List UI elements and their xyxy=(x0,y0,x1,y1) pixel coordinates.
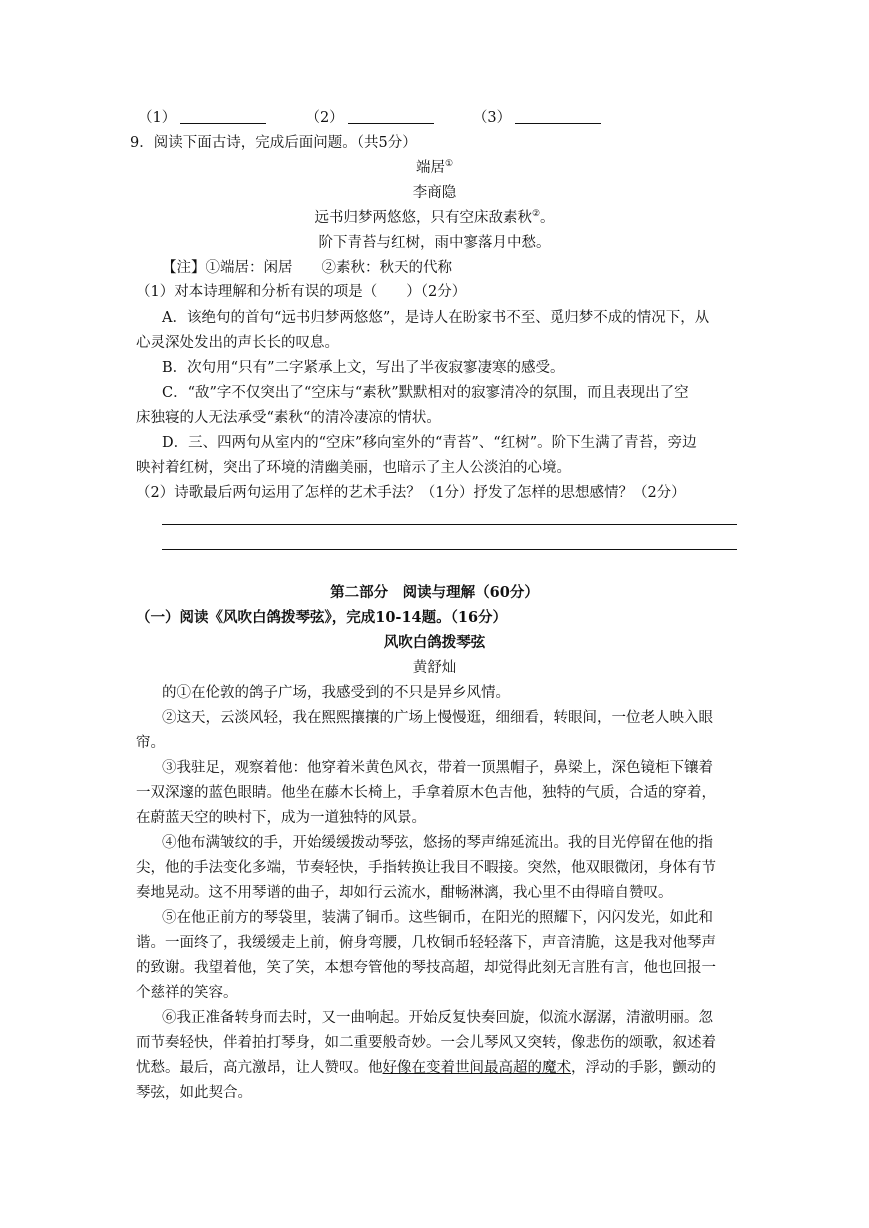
answer-blank-3[interactable] xyxy=(515,109,601,124)
paragraph-6-line-3-start: 忧愁。最后，高亢激昂，让人赞叹。他 xyxy=(136,1060,383,1076)
option-d-line-2: 映衬着红树，突出了环境的清幽美丽，也暗示了主人公淡泊的心境。 xyxy=(136,460,571,476)
poem-line-2: 阶下青苔与红树，雨中寥落月中愁。 xyxy=(318,235,551,251)
paragraph-4-line-1: ④他布满皱纹的手，开始缓缓拨动琴弦，悠扬的琴声绵延流出。我的目光停留在他的指 xyxy=(162,835,713,851)
footnote-mark-1: ① xyxy=(444,159,454,170)
paragraph-2-line-1: ②这天，云淡风轻，我在熙熙攘攘的广场上慢慢逛，细细看，转眼间，一位老人映入眼 xyxy=(162,710,713,726)
poem-line-1-text: 远书归梦两悠悠，只有空床敌素秋 xyxy=(314,210,532,226)
sub-question-1: （1）对本诗理解和分析有误的项是（ ）（2分） xyxy=(136,284,467,300)
article-title: 风吹白鸽拨琴弦 xyxy=(383,634,486,651)
poem-title xyxy=(0,158,869,178)
paragraph-5-line-4: 个慈祥的笑容。 xyxy=(136,985,238,1001)
paragraph-5-line-1: ⑤在他正前方的琴袋里，装满了铜币。这些铜币，在阳光的照耀下，闪闪发光，如此和 xyxy=(162,910,713,926)
footnote-mark-2: ② xyxy=(531,209,541,220)
poem-notes: 【注】①端居：闲居 ②素秋：秋天的代称 xyxy=(162,260,452,276)
paragraph-4-line-2: 尖，他的手法变化多端，节奏轻快，手指转换让我目不暇接。突然，他双眼微闭，身体有节 xyxy=(136,860,716,876)
poem-line-1 xyxy=(0,208,869,228)
sub-question-2: （2）诗歌最后两句运用了怎样的艺术手法？（1分）抒发了怎样的思想感情？（2分） xyxy=(136,485,686,501)
paragraph-1: 的①在伦敦的鸽子广场，我感受到的不只是异乡风情。 xyxy=(162,685,510,701)
paragraph-3-line-3: 在蔚蓝天空的映村下，成为一道独特的风景。 xyxy=(136,810,426,826)
article-author: 黄舒灿 xyxy=(412,660,457,676)
answer-line-1[interactable] xyxy=(162,524,737,525)
paragraph-2-line-2: 帘。 xyxy=(136,735,165,751)
part-2-heading: 第二部分 阅读与理解（60分） xyxy=(330,584,539,601)
paragraph-5-line-3: 的致谢。我望着他，笑了笑，本想夸管他的琴技高超，却觉得此刻无言胜有言，他也回报一 xyxy=(136,960,716,976)
poem-author: 李商隐 xyxy=(412,185,457,201)
option-c-line-2: 床独寝的人无法承受“素秋“的清冷凄凉的情状。 xyxy=(136,410,441,426)
question-9-stem: 9．阅读下面古诗，完成后面问题。（共5分） xyxy=(130,135,417,151)
answer-line-2[interactable] xyxy=(162,549,737,550)
option-a-line-1: A．该绝句的首句“远书归梦两悠悠”，是诗人在盼家书不至、觅归梦不成的情况下，从 xyxy=(162,310,710,326)
paragraph-6-line-4: 琴弦，如此契合。 xyxy=(136,1085,252,1101)
blank-label-1: （1） xyxy=(138,110,177,126)
option-b: B．次句用“只有”二字紧承上文，写出了半夜寂寥凄寒的感受。 xyxy=(162,360,565,376)
poem-title-text: 端居 xyxy=(415,160,445,176)
paragraph-6-line-2: 而节奏轻快，伴着拍打琴身，如二重要般奇妙。一会儿琴风又突转，像悲伤的颂歌，叙述着 xyxy=(136,1035,716,1051)
option-d-line-1: D．三、四两句从室内的“空床”移向室外的“青苔”、“红树”。阶下生满了青苔，旁边 xyxy=(162,435,697,451)
paragraph-3-line-1: ③我驻足，观察着他：他穿着米黄色风衣，带着一顶黑帽子，鼻梁上，深色镜柜下镶着 xyxy=(162,760,713,776)
answer-blanks-row xyxy=(138,108,601,128)
paragraph-3-line-2: 一双深邃的蓝色眼睛。他坐在藤木长椅上，手拿着原木色吉他，独特的气质，合适的穿着， xyxy=(136,785,716,801)
option-a-line-2: 心灵深处发出的声长长的叹息。 xyxy=(136,335,339,351)
paragraph-4-line-3: 奏地晃动。这不用琴谱的曲子，却如行云流水，酣畅淋漓，我心里不由得暗自赞叹。 xyxy=(136,885,673,901)
section-1-heading: （一）阅读《风吹白鸽拨琴弦》，完成10-14题。（16分） xyxy=(136,609,508,626)
answer-blank-1[interactable] xyxy=(180,109,266,124)
option-c-line-1: C．“敌”字不仅突出了“空床与“素秋”默默相对的寂寥清冷的氛围，而且表现出了空 xyxy=(162,385,689,401)
paragraph-6-line-1: ⑥我正准备转身而去时，又一曲响起。开始反复快奏回旋，似流水潺潺，清澈明丽。忽 xyxy=(162,1010,713,1026)
poem-line-1-end: 。 xyxy=(540,210,555,226)
blank-label-2: （2） xyxy=(305,110,344,126)
paragraph-5-line-2: 谐。一面终了，我缓缓走上前，俯身弯腰，几枚铜币轻轻落下，声音清脆，这是我对他琴声 xyxy=(136,935,716,951)
underlined-phrase: 好像在变着世间最高超的魔术 xyxy=(382,1060,571,1076)
paragraph-6-line-3-end: ，浮动的手影，颤动的 xyxy=(571,1060,716,1076)
blank-label-3: （3） xyxy=(472,110,512,126)
answer-blank-2[interactable] xyxy=(348,109,434,124)
paragraph-6-line-3 xyxy=(136,1058,716,1078)
